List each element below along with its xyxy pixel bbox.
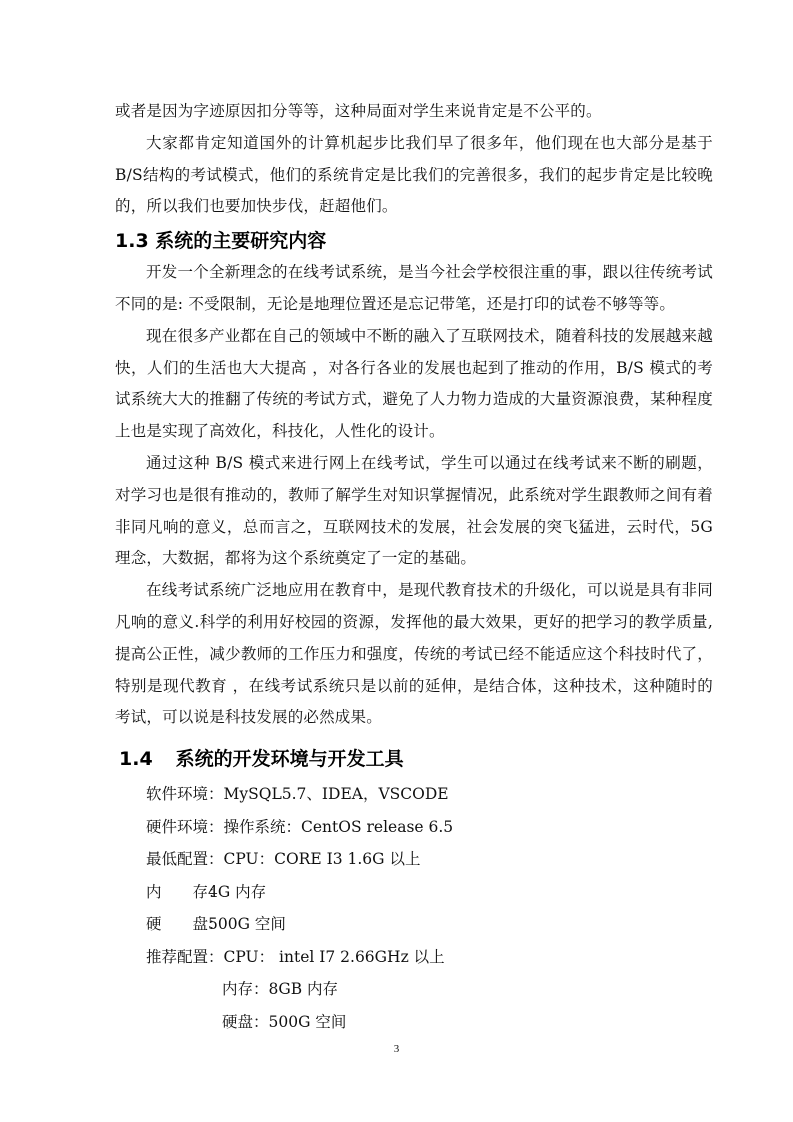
- spec-hardware: [115, 811, 713, 844]
- paragraph-foreign-development: 大家都肯定知道国外的计算机起步比我们早了很多年，他们现在也大部分是基于B/S结构的考试模式，他们的系统肯定是比我们的完善很多，我们的起步肯定是比较晚的，所以我们也要加快步伐，赶超他们。: [115, 133, 713, 216]
- spec-value: 操作系统：CentOS release 6.5: [223, 817, 454, 836]
- spec-label: 内 存：: [146, 882, 224, 901]
- spec-value: CPU： intel I7 2.66GHz 以上: [223, 947, 445, 966]
- spec-value: MySQL5.7、IDEA，VSCODE: [223, 785, 449, 804]
- spec-software: [115, 778, 713, 811]
- section-heading-1-3: [115, 228, 713, 254]
- spec-minimum-cpu: [115, 843, 713, 876]
- spec-minimum-memory: [115, 876, 713, 909]
- paragraph-research-4: 在线考试系统广泛地应用在教育中，是现代教育技术的升级化，可以说是具有非同凡响的意义.科学的利用好校园的资源，发挥他的最大效果，更好的把学习的教学质量,提高公正性，减少教师的工作压力和强度，传统的考试已经不能适应这个科技时代了，特别是现代教育 ，在线考试系统只是以前的延伸，是结合体，这种技术，这种随时的考试，可以说是科技发展的必然成果。: [115, 581, 713, 727]
- spec-recommended-disk: 硬盘：500G 空间: [222, 1012, 347, 1031]
- paragraph-research-1: 开发一个全新理念的在线考试系统，是当今社会学校很注重的事，跟以往传统考试不同的是: 不受限制，无论是地理位置还是忘记带笔，还是打印的试卷不够等等。: [115, 263, 713, 313]
- section-number: 1.4: [119, 748, 153, 771]
- section-number: 1.3: [115, 230, 149, 253]
- paragraph-continuation: 或者是因为字迹原因扣分等等，这种局面对学生来说肯定是不公平的。: [115, 102, 602, 120]
- section-heading-1-4: [119, 746, 713, 772]
- spec-label: 推荐配置：: [146, 947, 224, 966]
- spec-recommended-cpu: [115, 941, 713, 974]
- spec-value: 4G 内存: [208, 882, 267, 901]
- spec-minimum-disk: [115, 908, 713, 941]
- spec-label: 最低配置：: [146, 850, 224, 869]
- section-title: 系统的开发环境与开发工具: [175, 748, 404, 771]
- spec-value: 500G 空间: [208, 915, 286, 934]
- page-number: 3: [393, 1043, 400, 1055]
- spec-label: 硬件环境：: [146, 817, 224, 836]
- paragraph-research-2: 现在很多产业都在自己的领域中不断的融入了互联网技术，随着科技的发展越来越快，人们的生活也大大提高 ，对各行各业的发展也起到了推动的作用，B/S 模式的考试系统大大的推翻了传统的考试方式，避免了人力物力造成的大量资源浪费，某种程度上也是实现了高效化，科技化，人性化的设计。: [115, 326, 713, 441]
- spec-recommended-memory: 内存：8GB 内存: [222, 980, 339, 999]
- spec-label: 硬 盘：: [146, 915, 224, 934]
- section-title: 系统的主要研究内容: [155, 230, 327, 253]
- page-content: [115, 96, 713, 1038]
- paragraph-research-3: 通过这种 B/S 模式来进行网上在线考试，学生可以通过在线考试来不断的刷题，对学习也是很有推动的，教师了解学生对知识掌握情况，此系统对学生跟教师之间有着非同凡响的意义，总而言之，互联网技术的发展，社会发展的突飞猛进，云时代，5G 理念，大数据，都将为这个系统奠定了一定的基础。: [115, 453, 713, 568]
- spec-label: 软件环境：: [146, 785, 224, 804]
- environment-spec-list: [115, 778, 713, 1038]
- spec-value: CPU：CORE I3 1.6G 以上: [223, 850, 421, 869]
